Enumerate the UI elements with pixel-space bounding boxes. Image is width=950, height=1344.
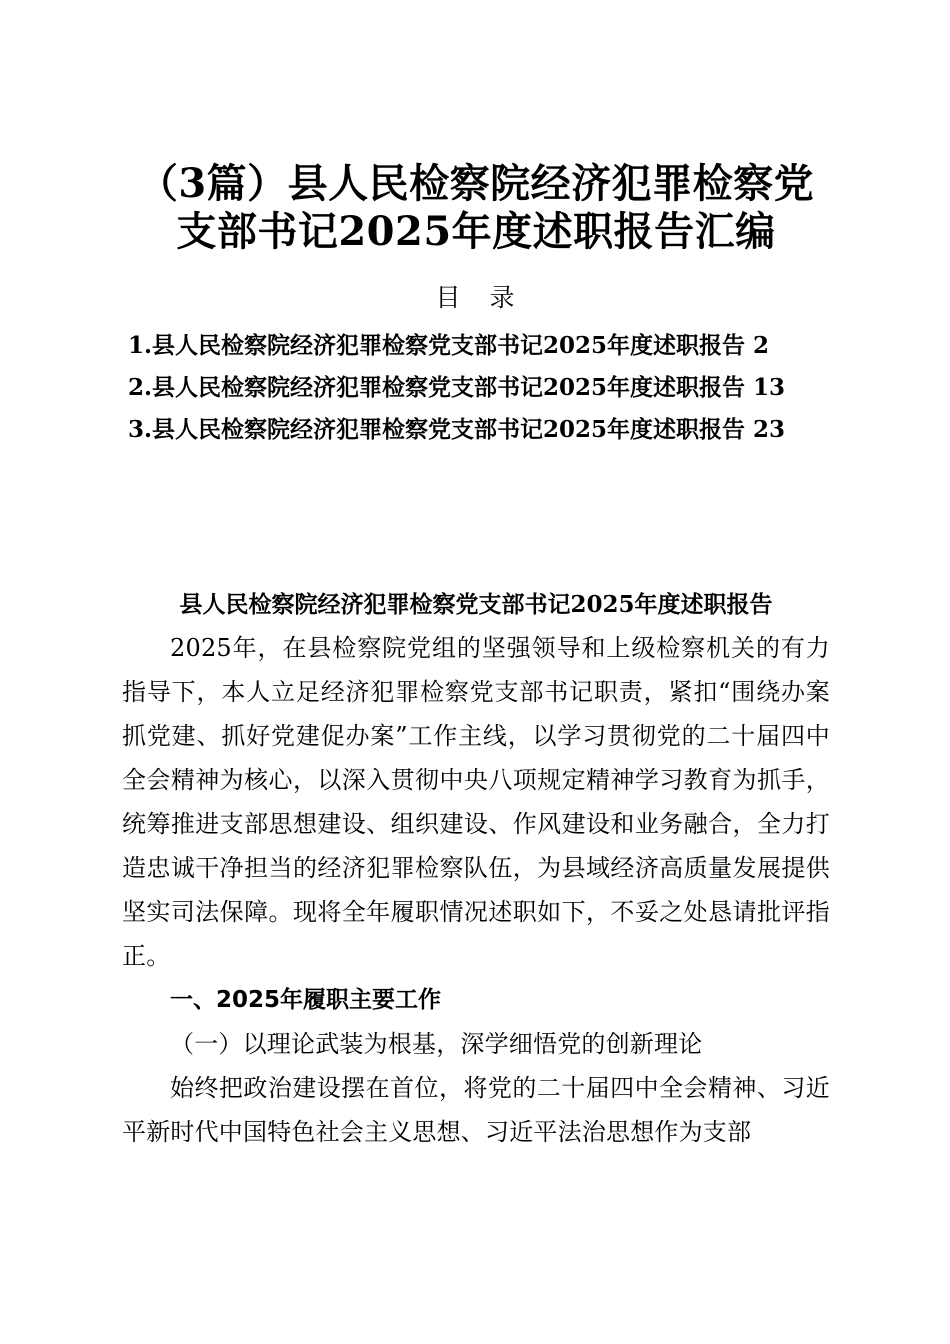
toc-entry[interactable]: [128, 367, 828, 409]
toc-entry-label: 县人民检察院经济犯罪检察党支部书记2025年度述职报告: [152, 374, 746, 401]
toc-entry-label: 县人民检察院经济犯罪检察党支部书记2025年度述职报告: [152, 416, 746, 443]
toc-entry[interactable]: [128, 409, 828, 451]
toc-entry-page: 23: [753, 416, 786, 443]
toc-entry-index: 3.: [128, 416, 153, 443]
toc-entry-index: 2.: [128, 374, 153, 401]
opening-paragraph: 2025年，在县检察院党组的坚强领导和上级检察机关的有力指导下，本人立足经济犯罪检察党支部书记职责，紧扣“围绕办案抓党建、抓好党建促办案”工作主线，以学习贯彻党的二十届四中全会精神为核心，以深入贯彻中央八项规定精神学习教育为抓手，统筹推进支部思想建设、组织建设、作风建设和业务融合，全力打造忠诚干净担当的经济犯罪检察队伍，为县域经济高质量发展提供坚实司法保障。现将全年履职情况述职如下，不妥之处恳请批评指正。: [122, 634, 830, 970]
toc-list: [128, 325, 828, 451]
document-title: （3篇）县人民检察院经济犯罪检察党支部书记2025年度述职报告汇编: [137, 160, 815, 255]
toc-entry-page: 2: [753, 332, 770, 359]
toc-entry[interactable]: [128, 325, 828, 367]
report-heading: 县人民检察院经济犯罪检察党支部书记2025年度述职报告: [179, 591, 773, 618]
subsection-one-paragraph: 始终把政治建设摆在首位，将党的二十届四中全会精神、习近平新时代中国特色社会主义思想、习近平法治思想作为支部: [122, 1074, 830, 1146]
toc-heading: 目 录: [435, 283, 517, 312]
subsection-one-heading: （一）以理论武装为根基，深学细悟党的创新理论: [170, 1030, 703, 1058]
report-body: [122, 626, 830, 1154]
section-one-heading: 一、2025年履职主要工作: [170, 987, 442, 1013]
toc-entry-label: 县人民检察院经济犯罪检察党支部书记2025年度述职报告: [152, 332, 746, 359]
toc-entry-index: 1.: [128, 332, 153, 359]
toc-entry-page: 13: [753, 374, 786, 401]
